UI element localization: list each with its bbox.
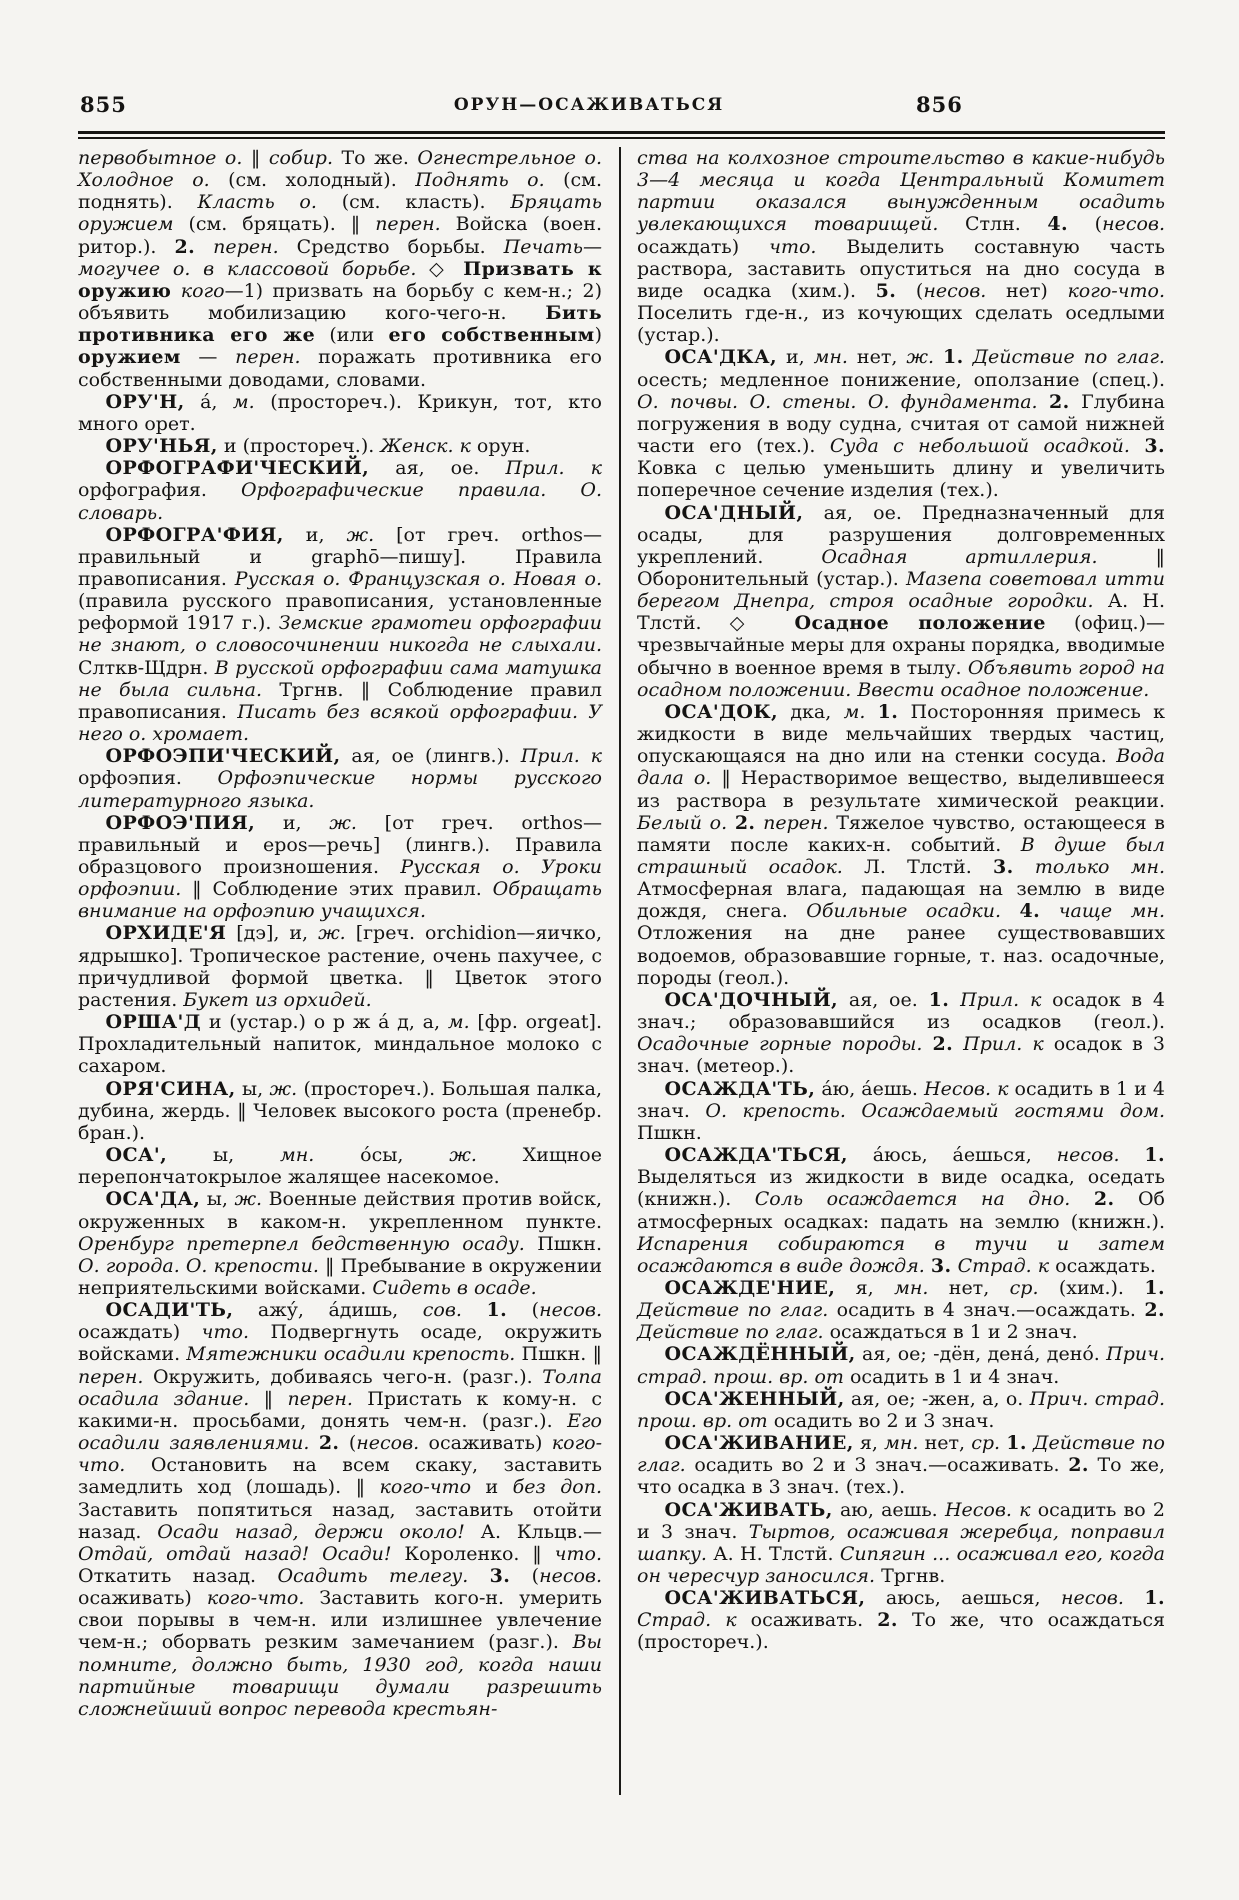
text-columns	[78, 147, 1165, 1795]
dictionary-entry: ОРФОЭПИ'ЧЕСКИЙ, ая, ое (лингв.). Прил. к орфоэпия. Орфоэпические нормы русского литературного языка.	[78, 745, 602, 812]
dictionary-entry: ОСА'ДНЫЙ, ая, ое. Предназначенный для осады, для разрушения долговременных укреплений. Осадная артиллерия. ‖ Оборонительный (устар.). Мазепа советовал итти берегом Днепра, строя осадные городки. А. Н. Тлстй. ◇ Осадное положение (офиц.)—чрезвычайные меры для охраны порядка, вводимые обычно в военное время в тылу. Объявить город на осадном положении. Ввести осадное положение.	[637, 501, 1166, 701]
dictionary-entry: ОРФОГРАФИ'ЧЕСКИЙ, ая, ое. Прил. к орфография. Орфографические правила. О. словарь.	[78, 457, 602, 524]
dictionary-entry: ОРША'Д и (устар.) о р ж а́ д, а, м. [фр. orgeat]. Прохладительный напиток, миндальное молоко с сахаром.	[78, 1011, 602, 1078]
dictionary-entry: ОСА', ы, мн. о́сы, ж. Хищное перепончатокрылое жалящее насекомое.	[78, 1144, 602, 1189]
entry-continuation: ства на колхозное строительство в какие-нибудь 3—4 месяца и когда Центральный Комитет партии оказался вынужденным осадить увлекающихся товарищей. Стлн. 4. (несов. осаждать) что. Выделить составную часть раствора, заставить опуститься на дно сосуда в виде осадка (хим.). 5. (несов. нет) кого-что. Поселить где-н., из кочующих сделать оседлыми (устар.).	[637, 147, 1165, 347]
dictionary-entry: ОРФОГРА'ФИЯ, и, ж. [от греч. orthos—правильный и graphō—пишу]. Правила правописания. Русская о. Французская о. Новая о. (правила русского правописания, установленные реформой 1917 г.). Земские грамотеи орфографии не знают, о словосочинении никогда не слыхали. Слткв-Щдрн. В русской орфографии сама матушка не была сильна. Тргнв. ‖ Соблюдение правил правописания. Писать без всякой орфографии. У него о. хромает.	[78, 523, 603, 746]
entry-continuation: первобытное о. ‖ собир. То же. Огнестрельное о. Холодное о. (см. холодный). Поднять о. (см. поднять). Класть о. (см. класть). Бряцать оружием (см. бряцать). ‖ перен. Войска (воен. ритор.). 2. перен. Средство борьбы. Печать—могучее о. в классовой борьбе. ◇ Призвать к оружию кого—1) призвать на борьбу с кем-н.; 2) объявить мобилизацию кого-чего-н. Бить противника его же (или его собственным) оружием — перен. поражать противника его собственными доводами, словами.	[78, 147, 603, 391]
column-divider-rule	[619, 147, 621, 1795]
dictionary-entry: ОСАЖДЕ'НИЕ, я, мн. нет, ср. (хим.). 1. Действие по глаг. осадить в 4 знач.—осаждать. 2. Действие по глаг. осаждаться в 1 и 2 знач.	[637, 1276, 1165, 1344]
dictionary-entry: ОСАЖДА'ТЬСЯ, а́юсь, а́ешься, несов. 1. Выделяться из жидкости в виде осадка, оседать (книжн.). Соль осаждается на дно. 2. Об атмосферных осадках: падать на землю (книжн.). Испарения собираются в тучи и затем осаждаются в виде дождя. 3. Страд. к осаждать.	[637, 1144, 1165, 1277]
dictionary-entry: ОРЯ'СИНА, ы, ж. (простореч.). Большая палка, дубина, жердь. ‖ Человек высокого роста (пренебр. бран.).	[78, 1077, 602, 1144]
dictionary-entry: ОСА'ДА, ы, ж. Военные действия против войск, окруженных в каком-н. укрепленном пункте. Оренбург претерпел бедственную осаду. Пшкн. О. города. О. крепости. ‖ Пребывание в окружении неприятельскими войсками. Сидеть в осаде.	[78, 1188, 603, 1299]
dictionary-entry: ОРУ'Н, а́, м. (простореч.). Крикун, тот, кто много орет.	[78, 390, 602, 435]
page-header	[78, 92, 1165, 126]
dictionary-entry: ОСА'ЖИВАТЬ, аю, аешь. Несов. к осадить во 2 и 3 знач. Тыртов, осаживая жеребца, поправил шапку. А. Н. Тлстй. Сипягин ... осаживал его, когда он чересчур заносился. Тргнв.	[637, 1498, 1165, 1587]
dictionary-entry: ОСАЖДЁННЫЙ, ая, ое; -дён, дена́, дено́. Прич. страд. прош. вр. от осадить в 1 и 4 знач.	[637, 1343, 1165, 1388]
header-double-rule	[78, 131, 1165, 139]
dictionary-entry: ОСАДИ'ТЬ, ажу́, а́дишь, сов. 1. (несов. осаждать) что. Подвергнуть осаде, окружить войсками. Мятежники осадили крепость. Пшкн. ‖ перен. Окружить, добиваясь чего-н. (разг.). Толпа осадила здание. ‖ перен. Пристать к кому-н. с какими-н. просьбами, донять чем-н. (разг.). Его осадили заявлениями. 2. (несов. осаживать) кого-что. Остановить на всем скаку, заставить замедлить ход (лошадь). ‖ кого-что и без доп. Заставить попятиться назад, заставить отойти назад. Осади назад, держи около! А. Кльцв.—Отдай, отдай назад! Осади! Короленко. ‖ что. Откатить назад. Осадить телегу. 3. (несов. осаживать) кого-что. Заставить кого-н. умерить свои порывы в чем-н. или излишнее увлечение чем-н.; оборвать резким замечанием (разг.). Вы помните, должно быть, 1930 год, когда наши партийные товарищи думали разрешить сложнейший вопрос перевода крестьян-	[78, 1299, 603, 1720]
dictionary-entry: ОРУ'НЬЯ, и (простореч.). Женск. к орун.	[105, 435, 531, 458]
dictionary-entry: ОСА'ДОЧНЫЙ, ая, ое. 1. Прил. к осадок в 4 знач.; образовавшийся из осадков (геол.). Осадочные горные породы. 2. Прил. к осадок в 3 знач. (метеор.).	[637, 988, 1165, 1078]
right-column	[637, 147, 1165, 1795]
dictionary-entry: ОРФОЭ'ПИЯ, и, ж. [от греч. orthos—правильный и epos—речь] (лингв.). Правила образцового произношения. Русская о. Уроки орфоэпии. ‖ Соблюдение этих правил. Обращать внимание на орфоэпию учащихся.	[78, 811, 602, 923]
dictionary-entry: ОСАЖДА'ТЬ, а́ю, а́ешь. Несов. к осадить в 1 и 4 знач. О. крепость. Осаждаемый гостями дом. Пшкн.	[637, 1077, 1166, 1144]
dictionary-entry: ОРХИДЕ'Я [дэ], и, ж. [греч. orchidion—яичко, ядрышко]. Тропическое растение, очень пахучее, с причудливой формой цветка. ‖ Цветок этого растения. Букет из орхидей.	[78, 922, 602, 1011]
running-title: ОРУН—ОСАЖИВАТЬСЯ	[453, 95, 725, 115]
page-number-right: 856	[916, 92, 963, 117]
dictionary-entry: ОСА'ЖИВАНИЕ, я, мн. нет, ср. 1. Действие по глаг. осадить во 2 и 3 знач.—осаживать. 2. То же, что осадка в 3 знач. (тех.).	[637, 1432, 1166, 1499]
dictionary-entry: ОСА'ДКА, и, мн. нет, ж. 1. Действие по глаг. осесть; медленное понижение, оползание (спец.). О. почвы. О. стены. О. фундамента. 2. Глубина погружения в воду судна, считая от самой нижней части его (тех.). Суда с небольшой осадкой. 3. Ковка с целью уменьшить длину и увеличить поперечное сечение изделия (тех.).	[637, 346, 1165, 502]
page-number-left: 855	[80, 92, 127, 117]
left-column	[78, 147, 602, 1795]
dictionary-entry: ОСА'ДОК, дка, м. 1. Посторонняя примесь к жидкости в виде мельчайших твердых частиц, опускающаяся на дно или на стенки сосуда. Вода дала о. ‖ Нерастворимое вещество, выделившееся из раствора в результате химической реакции. Белый о. 2. перен. Тяжелое чувство, остающееся в памяти после каких-н. событий. В душе был страшный осадок. Л. Тлстй. 3. только мн. Атмосферная влага, падающая на землю в виде дождя, снега. Обильные осадки. 4. чаще мн. Отложения на дне ранее существовавших водоемов, образовавшие горные, т. наз. осадочные, породы (геол.).	[637, 700, 1166, 989]
dictionary-entry: ОСА'ЖИВАТЬСЯ, аюсь, аешься, несов. 1. Страд. к осаживать. 2. То же, что осаждаться (простореч.).	[637, 1587, 1165, 1654]
dictionary-entry: ОСА'ЖЕННЫЙ, ая, ое; -жен, а, о. Прич. страд. прош. вр. от осадить во 2 и 3 знач.	[637, 1387, 1165, 1432]
